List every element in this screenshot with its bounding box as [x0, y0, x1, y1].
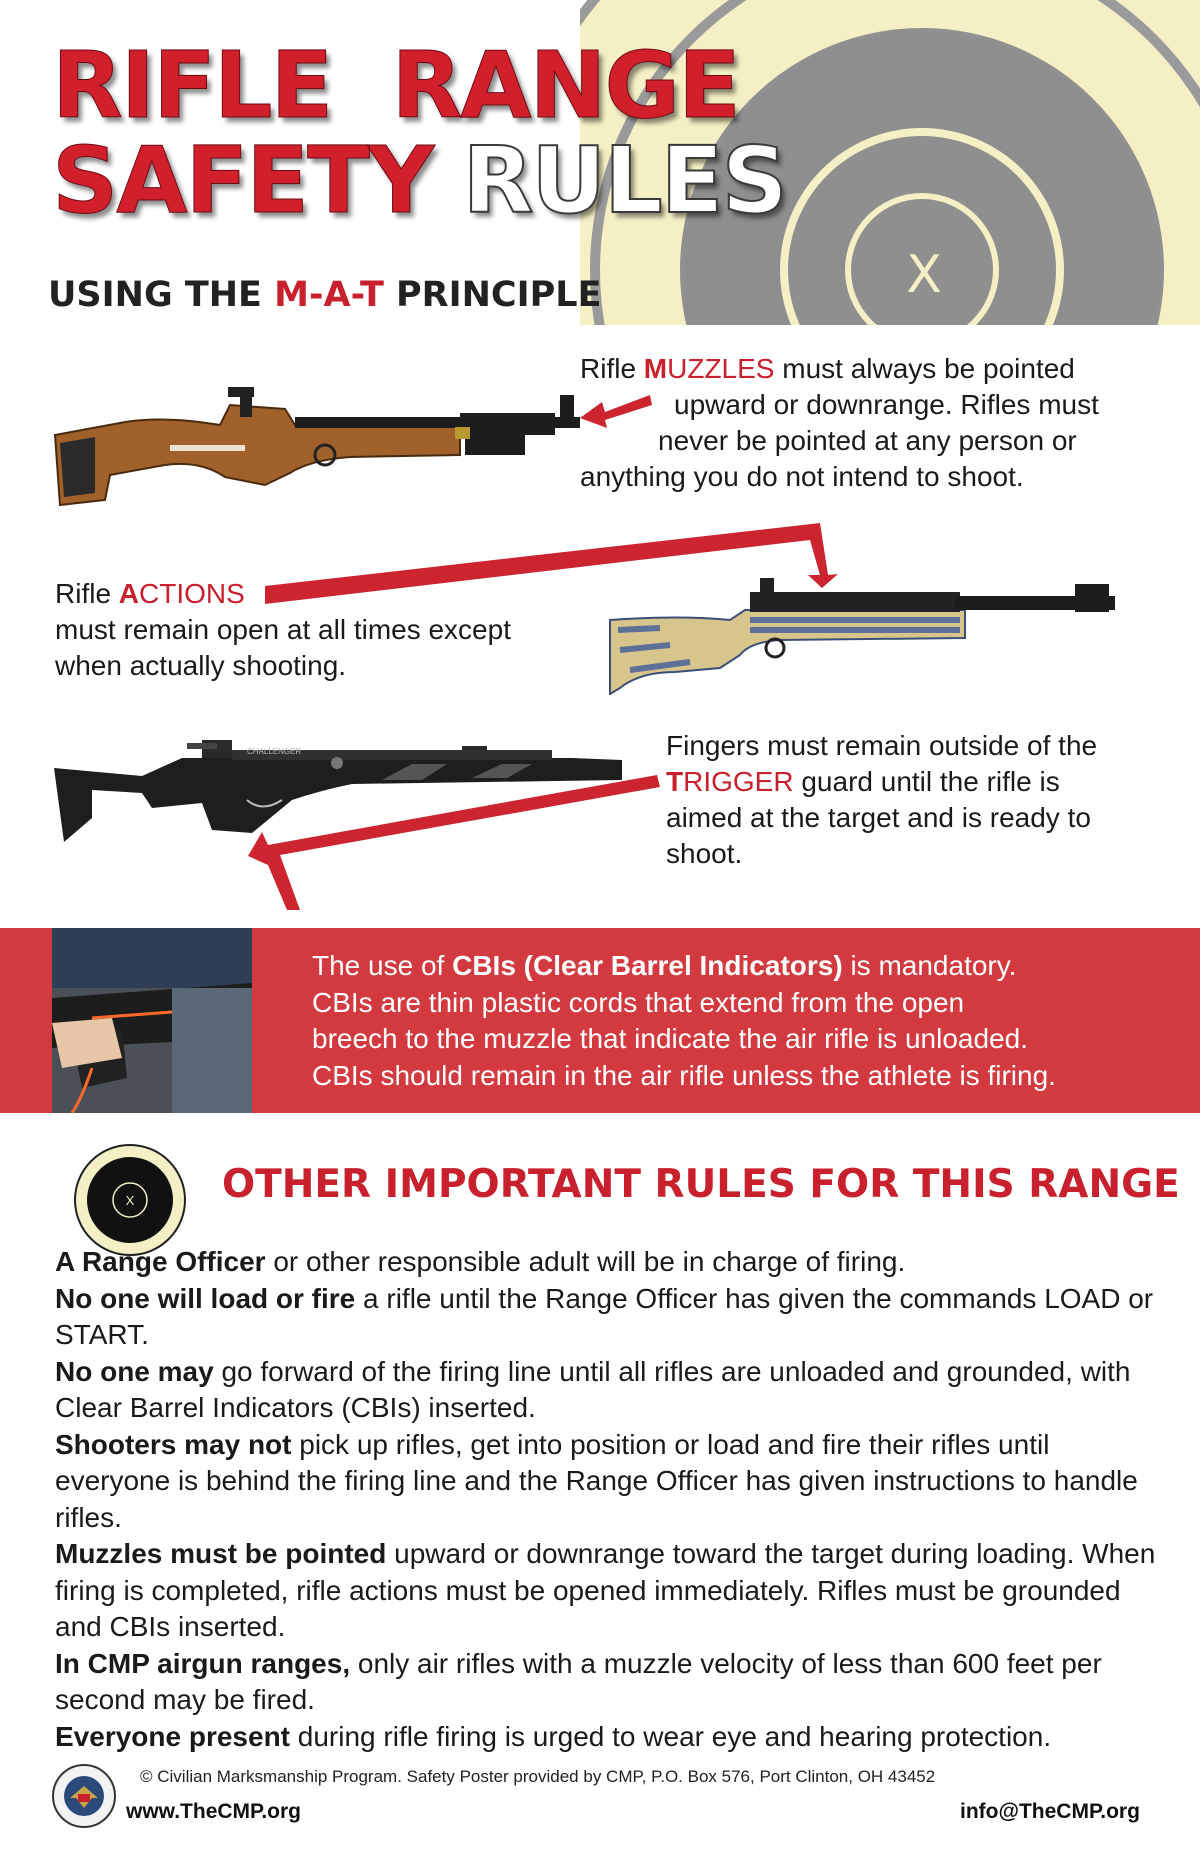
rule-item: No one will load or fire a rifle until the Range Officer has given the commands LOAD or START.: [55, 1282, 1154, 1350]
target-center-label: X: [906, 245, 942, 305]
other-rules-list: [55, 1244, 1170, 1755]
rule-item: Everyone present during rifle firing is urged to wear eye and hearing protection.: [55, 1720, 1052, 1752]
muzzles-rule: Rifle MUZZLES must always be pointed upward or downrange. Rifles must never be pointed at any person or anything you do not intend to shoot.: [580, 353, 1099, 492]
wooden-rifle-image: [50, 365, 580, 515]
cbi-photo: [52, 928, 252, 1113]
subtitle: USING THE M-A-T PRINCIPLE: [48, 275, 602, 315]
cbi-text: The use of CBIs (Clear Barrel Indicators) is mandatory. CBIs are thin plastic cords that extend from the open breech to the muzzle that indicate the air rifle is unloaded. CBIs should remain in the air rifle unless the athlete is firing.: [312, 950, 1056, 1091]
title-rules: RULES: [462, 127, 786, 234]
footer-website-link[interactable]: www.TheCMP.org: [126, 1800, 302, 1823]
cmp-seal-logo: [52, 1764, 116, 1828]
title-safety: SAFETY: [52, 127, 433, 234]
rule-item: Muzzles must be pointed upward or downrange toward the target during loading. When firing is completed, rifle actions must be opened immediately. Rifles must be grounded and CBIs inserted.: [55, 1538, 1156, 1642]
rule-item: A Range Officer or other responsible adult will be in charge of firing.: [55, 1246, 906, 1277]
footer-email-link[interactable]: info@TheCMP.org: [960, 1800, 1140, 1823]
rule-item: No one may go forward of the firing line until all rifles are unloaded and grounded, with Clear Barrel Indicators (CBIs) inserted.: [55, 1355, 1131, 1423]
actions-rule: Rifle ACTIONS must remain open at all times except when actually shooting.: [55, 578, 511, 681]
poster-title-line1: RIFLE RANGE: [52, 32, 739, 139]
target-icon: [74, 1144, 186, 1256]
footer-copyright: © Civilian Marksmanship Program. Safety Poster provided by CMP, P.O. Box 576, Port Clinton, OH 43452: [140, 1767, 936, 1786]
rifle-brand-label: CHALLENGER: [247, 747, 302, 756]
laminated-rifle-image: [600, 570, 1135, 695]
black-rifle-image: [52, 718, 652, 843]
target-icon-label: X: [125, 1193, 135, 1208]
rule-item: Shooters may not pick up rifles, get into position or load and fire their rifles until everyone is behind the firing line and the Range Officer has given instructions to handle rifles.: [55, 1428, 1138, 1533]
trigger-rule: Fingers must remain outside of the TRIGGER guard until the rifle is aimed at the target and is ready to shoot.: [666, 730, 1098, 869]
poster-title-line2: [52, 127, 786, 234]
other-rules-title: OTHER IMPORTANT RULES FOR THIS RANGE: [222, 1162, 1180, 1207]
rule-item: In CMP airgun ranges, only air rifles with a muzzle velocity of less than 600 feet per second may be fired.: [55, 1647, 1102, 1715]
